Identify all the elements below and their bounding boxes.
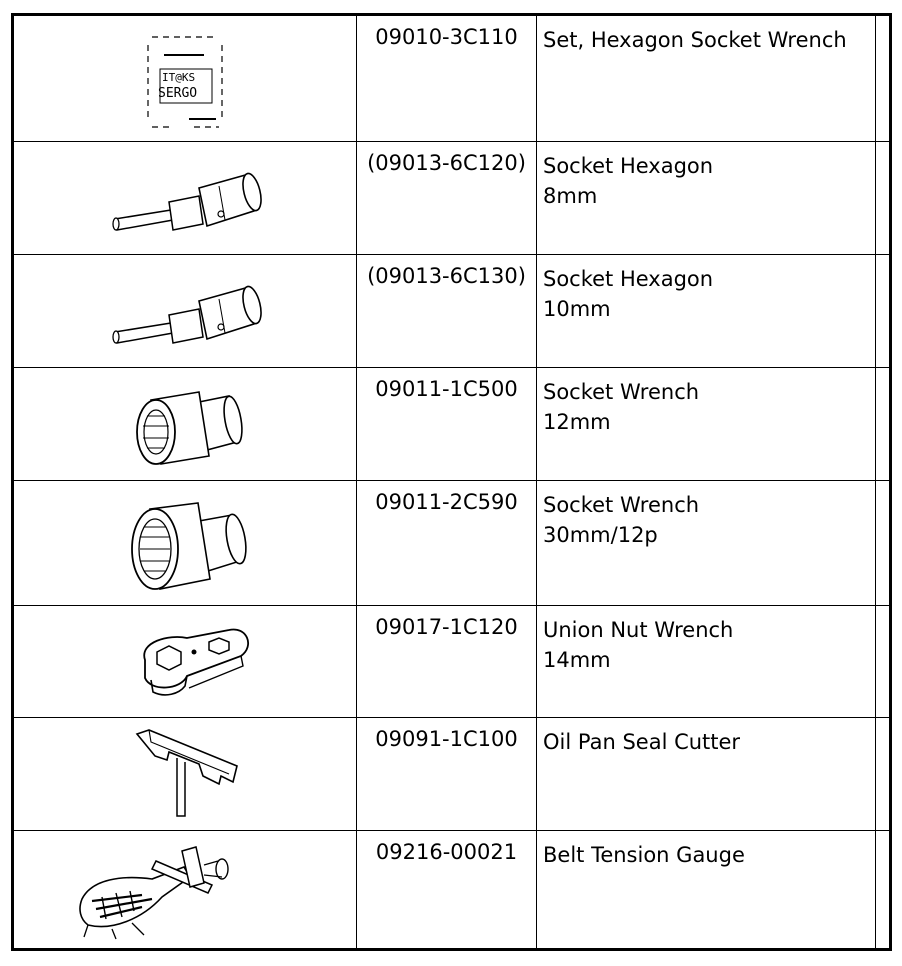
tool-image-cell: [14, 16, 357, 141]
part-number: (09013-6C130): [357, 255, 537, 367]
tool-image-cell: [14, 831, 357, 948]
blank-cell: [876, 481, 889, 605]
tool-description: [537, 255, 876, 367]
blank-cell: [876, 142, 889, 254]
description-line: 14mm: [543, 648, 611, 672]
tool-image-cell: [14, 368, 357, 480]
oil-pan-seal-cutter-icon: [129, 724, 249, 829]
tool-image-cell: [14, 481, 357, 605]
union-nut-wrench-icon: [129, 618, 259, 708]
description-line: Socket Wrench: [543, 380, 700, 404]
table-row: [14, 831, 889, 948]
hexagon-socket-wrench-set-icon: [144, 31, 234, 136]
part-number: 09216-00021: [357, 831, 537, 948]
description-line: Socket Hexagon: [543, 154, 714, 178]
tool-description: [537, 831, 876, 948]
blank-cell: [876, 368, 889, 480]
socket-hexagon-10mm-icon: [109, 277, 269, 357]
tool-description: [537, 606, 876, 717]
description-line: Union Nut Wrench: [543, 618, 734, 642]
description-line: Set, Hexagon Socket Wrench: [543, 28, 847, 52]
table-row: [14, 16, 889, 142]
tool-description: [537, 142, 876, 254]
tool-description: [537, 368, 876, 480]
socket-wrench-12mm-icon: [129, 380, 249, 475]
description-line: 30mm/12p: [543, 523, 658, 547]
tool-image-cell: [14, 142, 357, 254]
part-number: 09010-3C110: [357, 16, 537, 141]
description-line: 12mm: [543, 410, 611, 434]
description-line: Socket Wrench: [543, 493, 700, 517]
part-number: 09011-2C590: [357, 481, 537, 605]
blank-cell: [876, 606, 889, 717]
tool-description: [537, 481, 876, 605]
description-line: 8mm: [543, 184, 598, 208]
blank-cell: [876, 255, 889, 367]
description-line: Socket Hexagon: [543, 267, 714, 291]
tool-image-cell: [14, 606, 357, 717]
special-tools-table: [11, 13, 892, 951]
description-line: Belt Tension Gauge: [543, 843, 745, 867]
table-row: [14, 255, 889, 368]
table-row: [14, 368, 889, 481]
svg-text:SERGO: SERGO: [158, 86, 198, 101]
table-row: [14, 718, 889, 831]
part-number: 09017-1C120: [357, 606, 537, 717]
socket-hexagon-8mm-icon: [109, 164, 269, 244]
blank-cell: [876, 831, 889, 948]
description-line: Oil Pan Seal Cutter: [543, 730, 741, 754]
tool-image-cell: [14, 255, 357, 367]
tool-description: [537, 16, 876, 141]
part-number: 09091-1C100: [357, 718, 537, 830]
tool-image-cell: [14, 718, 357, 830]
table-row: [14, 142, 889, 255]
blank-cell: [876, 718, 889, 830]
table-row: [14, 481, 889, 606]
part-number: 09011-1C500: [357, 368, 537, 480]
belt-tension-gauge-icon: [72, 839, 232, 949]
svg-text:IT@KS: IT@KS: [162, 71, 196, 84]
blank-cell: [876, 16, 889, 141]
socket-wrench-30mm-icon: [124, 497, 254, 598]
table-row: [14, 606, 889, 718]
tool-description: [537, 718, 876, 830]
part-number: (09013-6C120): [357, 142, 537, 254]
description-line: 10mm: [543, 297, 611, 321]
